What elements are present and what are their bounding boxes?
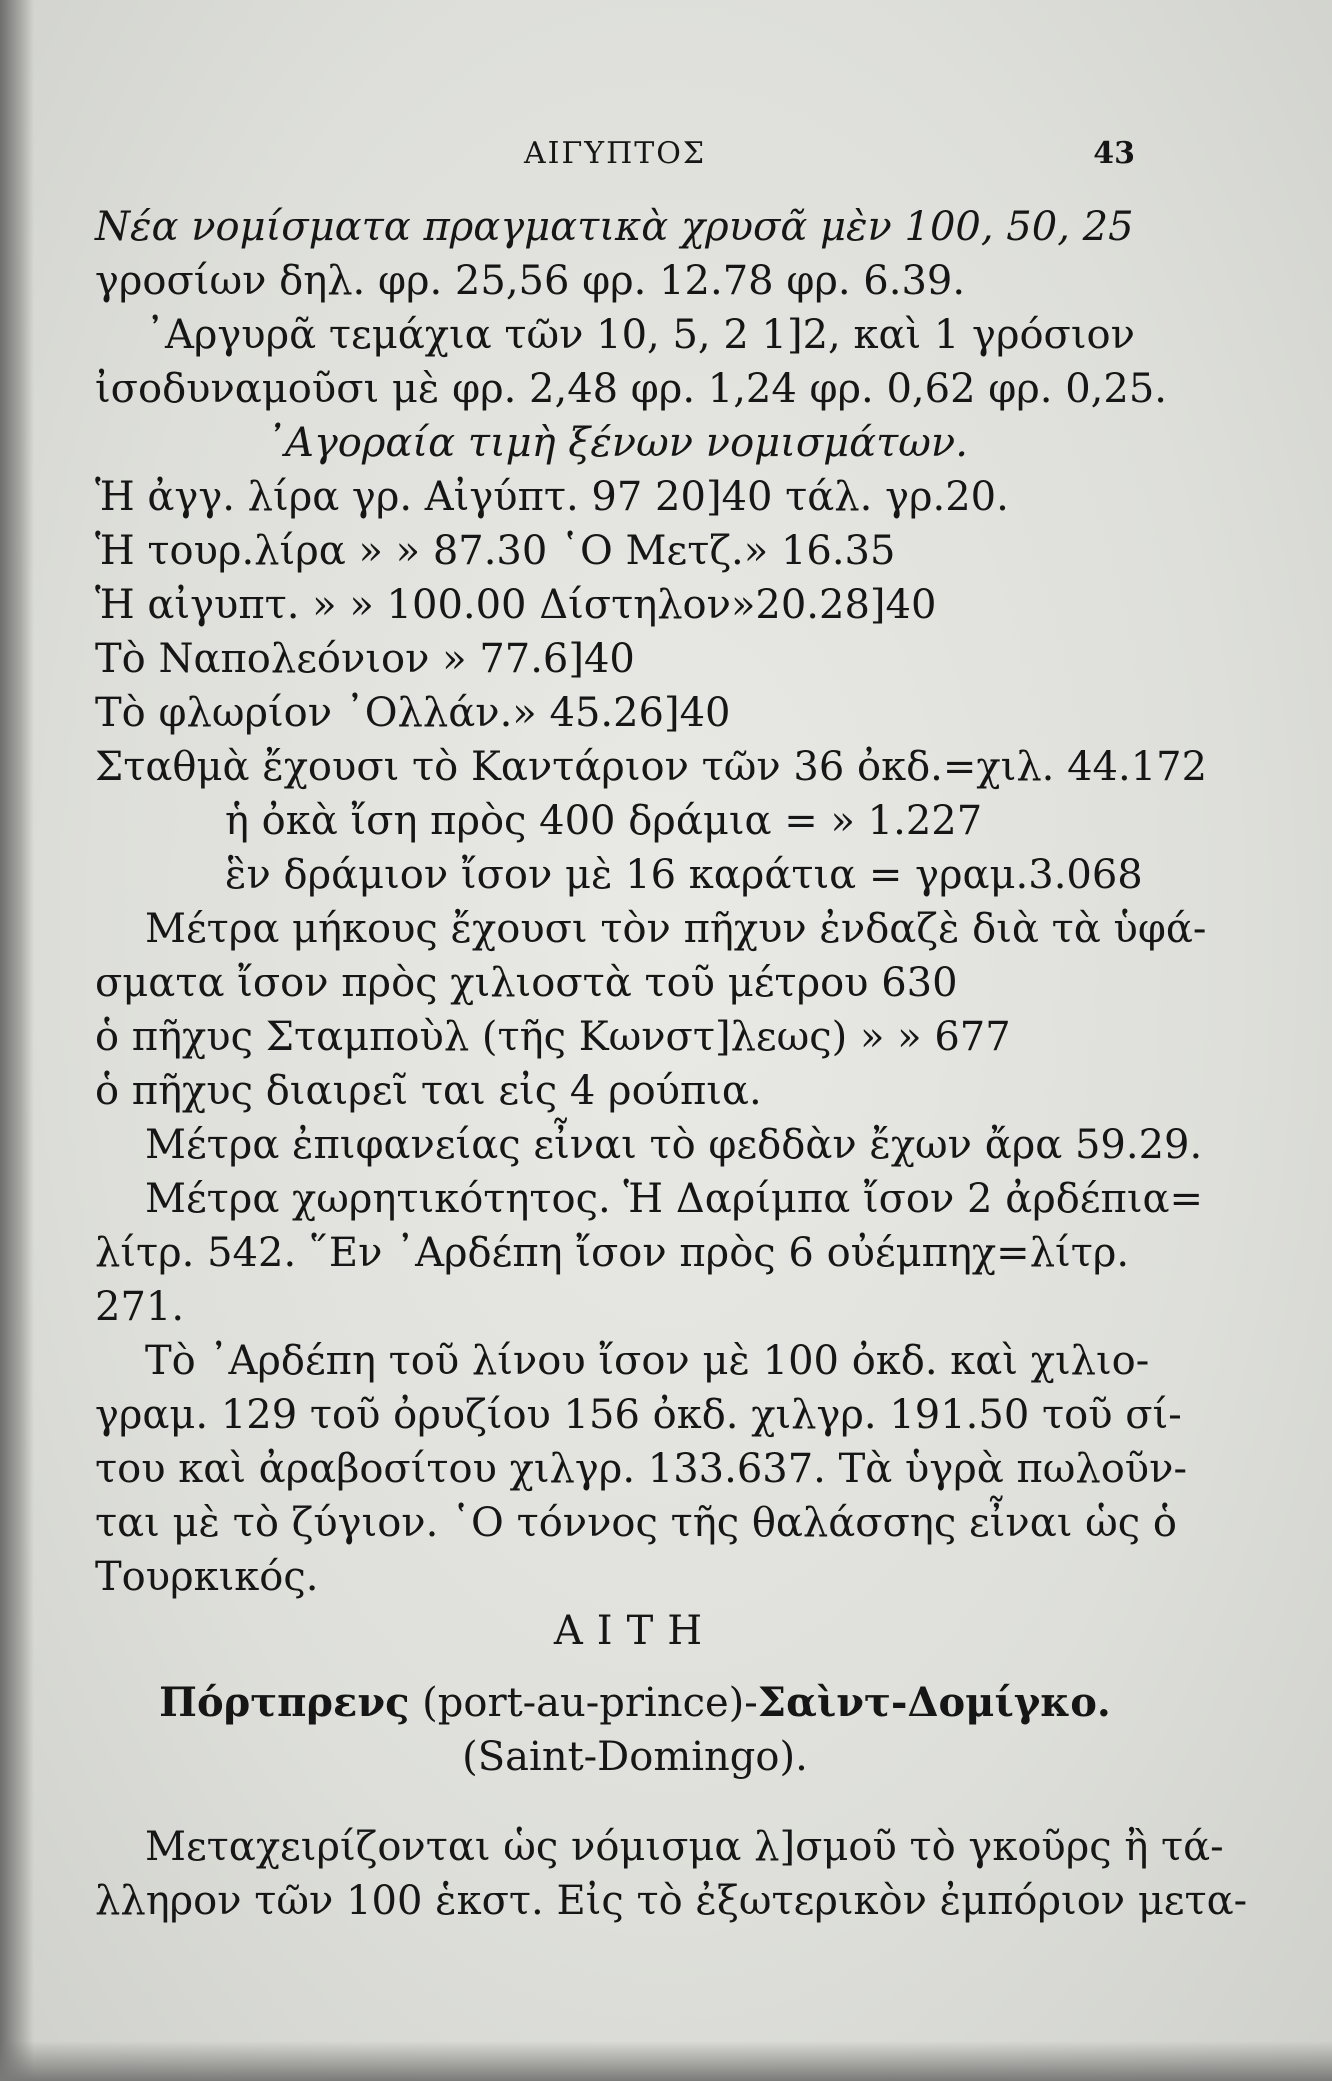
text-line: ἓν δράμιον ἴσον μὲ 16 καράτια = γραμ.3.068 — [225, 852, 1143, 898]
page-header — [95, 136, 1135, 176]
city-name-greek: Πόρτπρενς — [159, 1679, 410, 1726]
text-line: Τὸ ᾽Αρδέπη τοῦ λίνου ἴσον μὲ 100 ὀκδ. καὶ χιλιο- — [145, 1338, 1150, 1384]
text-line: ὁ πῆχυς Σταμποὺλ (τῆς Κωνστ]λεως) » » 677 — [95, 1014, 1011, 1060]
rate-row: Ἡ τουρ.λίρα » » 87.30 ῾Ο Μετζ.» 16.35 — [95, 528, 896, 574]
text-line: ὁ πῆχυς διαιρεῖ ται εἰς 4 ρούπια. — [95, 1068, 762, 1114]
text-line: ᾽Αργυρᾶ τεμάχια τῶν 10, 5, 2 1]2, καὶ 1 γρόσιον — [145, 312, 1135, 358]
text-line: του καὶ ἀραβοσίτου χιλγρ. 133.637. Τὰ ὑγρὰ πωλοῦν- — [95, 1446, 1187, 1492]
text-line: λληρον τῶν 100 ἑκστ. Εἰς τὸ ἐξωτερικὸν ἐμπόριον μετα- — [95, 1878, 1248, 1924]
page-shadow-bottom — [0, 2041, 1332, 2081]
text-line: γροσίων δηλ. φρ. 25,56 φρ. 12.78 φρ. 6.39. — [95, 258, 966, 304]
page-number: 43 — [1093, 136, 1135, 171]
city-alt-name-latin: (Saint-Domingo). — [462, 1734, 808, 1780]
text-line: γραμ. 129 τοῦ ὀρυζίου 156 ὀκδ. χιλγρ. 191.50 τοῦ σί- — [95, 1392, 1182, 1438]
section-heading: ΑΙΤΗ — [553, 1608, 717, 1654]
text-line: λίτρ. 542. ῞Εν ᾽Αρδέπη ἴσον πρὸς 6 οὐέμπηχ=λίτρ. — [95, 1230, 1130, 1276]
text-line: Μέτρα χωρητικότητος. Ἡ Δαρίμπα ἴσον 2 ἀρδέπια= — [145, 1176, 1204, 1222]
city-heading — [95, 1676, 1175, 1730]
rate-row: Τὸ Ναπολεόνιον » 77.6]40 — [95, 636, 635, 682]
rate-row: Ἡ αἰγυπτ. » » 100.00 Δίστηλον»20.28]40 — [95, 582, 937, 628]
text-line: ται μὲ τὸ ζύγιον. ῾Ο τόννος τῆς θαλάσσης εἶναι ὡς ὁ — [95, 1500, 1177, 1546]
text-line: σματα ἴσον πρὸς χιλιοστὰ τοῦ μέτρου 630 — [95, 960, 958, 1006]
text-line: ἰσοδυναμοῦσι μὲ φρ. 2,48 φρ. 1,24 φρ. 0,62 φρ. 0,25. — [95, 366, 1167, 412]
subheading: ᾽Αγοραία τιμὴ ξένων νομισμάτων. — [265, 420, 968, 466]
text-line: Μεταχειρίζονται ὡς νόμισμα λ]σμοῦ τὸ γκοῦρς ἢ τά- — [145, 1824, 1224, 1870]
text-line: Μέτρα μήκους ἔχουσι τὸν πῆχυν ἐνδαζὲ διὰ τὰ ὑφά- — [145, 906, 1207, 952]
text-line: 271. — [95, 1284, 185, 1330]
body-text — [95, 200, 1248, 1928]
running-head: ΑΙΓΥΠΤΟΣ — [523, 136, 707, 171]
city-name-french: (port-au-prince)- — [422, 1680, 758, 1726]
text-line: ἡ ὀκὰ ἴση πρὸς 400 δράμια = » 1.227 — [225, 798, 983, 844]
text-line: Σταθμὰ ἔχουσι τὸ Καντάριον τῶν 36 ὀκδ.=χιλ. 44.172 — [95, 744, 1208, 790]
text-line: Τουρκικός. — [95, 1554, 319, 1600]
text-line: Νέα νομίσματα πραγματικὰ χρυσᾶ μὲν 100, 50, 25 — [95, 204, 1134, 250]
text-line: Μέτρα ἐπιφανείας εἶναι τὸ φεδδὰν ἔχων ἄρα 59.29. — [145, 1122, 1203, 1168]
page-shadow-left — [0, 0, 34, 2081]
rate-row: Τὸ φλωρίον ᾽Ολλάν.» 45.26]40 — [95, 690, 731, 736]
city-alt-name: Σαὶντ-Δομίγκο. — [757, 1679, 1111, 1726]
rate-row: Ἡ ἀγγ. λίρα γρ. Αἰγύπτ. 97 20]40 τάλ. γρ.20. — [95, 474, 1009, 520]
